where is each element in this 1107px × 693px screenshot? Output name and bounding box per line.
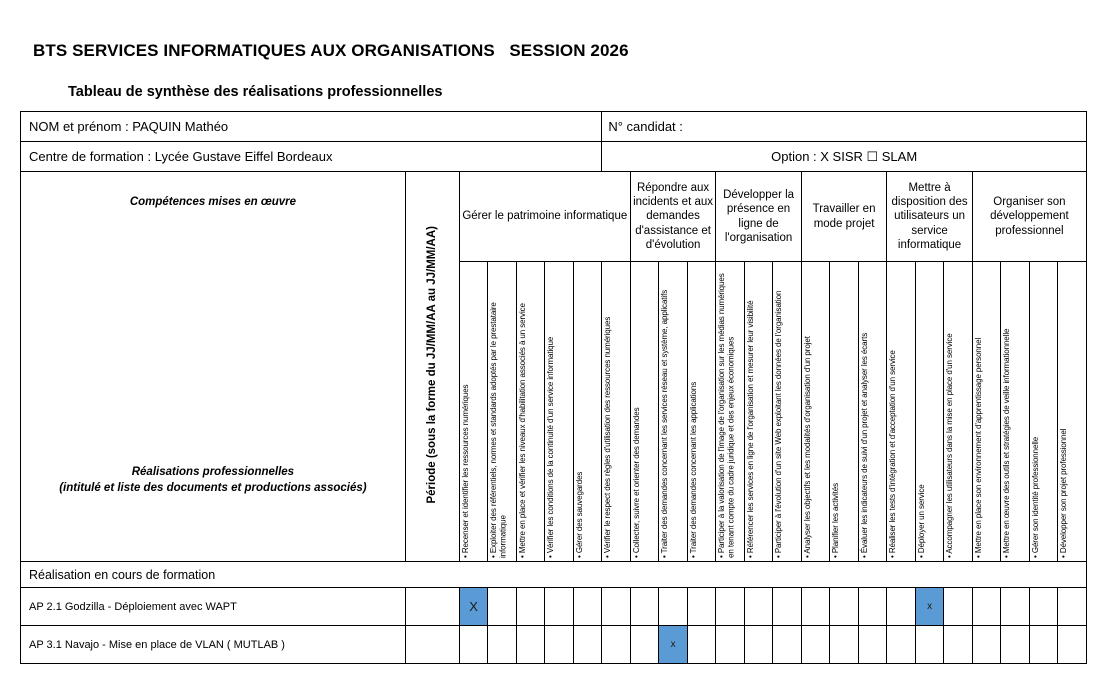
competence-label: • Recenser et identifier les ressources numériques	[460, 384, 470, 558]
competence-column-header	[1029, 262, 1058, 562]
competence-label: • Vérifier le respect des règles d'utilisation des ressources numériques	[603, 316, 613, 558]
competence-column-header	[545, 262, 574, 562]
competence-group-header: Développer la présence en ligne de l'organisation	[716, 172, 802, 262]
competence-mark-cell[interactable]	[801, 588, 830, 626]
competence-group-header: Mettre à disposition des utilisateurs un service informatique	[887, 172, 973, 262]
competence-mark-cell[interactable]	[972, 626, 1001, 664]
competence-group-header: Organiser son développement professionnel	[972, 172, 1086, 262]
synthesis-table	[20, 111, 1087, 664]
table-row[interactable]	[21, 588, 1087, 626]
competence-label: • Référencer les services en ligne de l'organisation et mesurer leur visibilité	[745, 300, 755, 558]
competence-label: • Gérer des sauvegardes	[574, 471, 584, 558]
competence-mark-cell[interactable]	[516, 626, 545, 664]
realisations-header-line2: (intitulé et liste des documents et productions associés)	[59, 481, 367, 494]
competence-mark-cell-checked[interactable]: x	[915, 588, 944, 626]
candidate-name-cell: NOM et prénom : PAQUIN Mathéo	[21, 112, 602, 142]
competence-mark-cell[interactable]	[1001, 626, 1030, 664]
competence-mark-cell[interactable]	[716, 626, 745, 664]
competence-column-header	[488, 262, 517, 562]
competence-mark-cell[interactable]	[887, 626, 916, 664]
competence-label: • Traiter des demandes concernant les applications	[688, 381, 698, 558]
identity-row-center	[21, 142, 1087, 172]
training-center-cell: Centre de formation : Lycée Gustave Eiffel Bordeaux	[21, 142, 602, 172]
realisation-title-cell[interactable]: AP 2.1 Godzilla - Déploiement avec WAPT	[21, 588, 406, 626]
competence-mark-cell[interactable]	[944, 588, 973, 626]
competence-mark-cell[interactable]	[773, 588, 802, 626]
competence-label: • Participer à la valorisation de l'image de l'organisation sur les médias numériques en tenant compte du cadre juridique et des enjeux économiques	[717, 272, 736, 558]
competence-label: • Gérer son identité professionnelle	[1030, 436, 1040, 558]
competence-column-header	[687, 262, 716, 562]
candidate-number-cell: N° candidat :	[602, 112, 1087, 142]
realisation-title-cell[interactable]: AP 3.1 Navajo - Mise en place de VLAN ( MUTLAB )	[21, 626, 406, 664]
competence-mark-cell[interactable]	[1029, 626, 1058, 664]
competence-mark-cell[interactable]	[659, 588, 688, 626]
realisation-period-cell[interactable]	[405, 588, 459, 626]
competence-label: • Planifier les activités	[831, 482, 841, 558]
competence-label: • Participer à l'évolution d'un site Web exploitant les données de l'organisation	[774, 290, 784, 558]
competence-column-header	[602, 262, 631, 562]
competence-group-header: Gérer le patrimoine informatique	[459, 172, 630, 262]
competence-column-header	[972, 262, 1001, 562]
competence-mark-cell[interactable]	[830, 588, 859, 626]
competence-mark-cell[interactable]	[545, 588, 574, 626]
competence-column-header	[944, 262, 973, 562]
competence-mark-cell[interactable]	[1001, 588, 1030, 626]
competence-mark-cell[interactable]	[830, 626, 859, 664]
competence-mark-cell[interactable]	[573, 626, 602, 664]
competence-label: • Accompagner les utilisateurs dans la mise en place d'un service	[945, 332, 955, 558]
competence-mark-cell[interactable]	[488, 626, 517, 664]
period-header-label: Période (sous la forme du JJ/MM/AA au JJ/MM/AA)	[425, 225, 438, 504]
competence-mark-cell[interactable]	[716, 588, 745, 626]
competence-mark-cell[interactable]	[630, 588, 659, 626]
competence-mark-cell[interactable]	[630, 626, 659, 664]
competence-mark-cell[interactable]	[915, 626, 944, 664]
competence-mark-cell[interactable]	[944, 626, 973, 664]
competence-mark-cell[interactable]	[773, 626, 802, 664]
competence-mark-cell[interactable]	[858, 588, 887, 626]
realisations-header-label	[21, 465, 405, 496]
competence-mark-cell-checked[interactable]: x	[659, 626, 688, 664]
competence-label: • Déployer un service	[916, 483, 926, 558]
competence-mark-cell[interactable]	[602, 626, 631, 664]
option-cell: Option : X SISR ☐ SLAM	[602, 142, 1087, 172]
competences-header-label: Compétences mises en œuvre	[129, 196, 296, 208]
competence-column-header	[716, 262, 745, 562]
competence-mark-cell[interactable]	[545, 626, 574, 664]
left-header-cell	[21, 172, 406, 562]
competence-column-header	[630, 262, 659, 562]
competence-label: • Mettre en place son environnement d'apprentissage personnel	[973, 337, 983, 558]
competence-mark-cell[interactable]	[972, 588, 1001, 626]
page-title: BTS SERVICES INFORMATIQUES AUX ORGANISATIONS SESSION 2026	[33, 41, 629, 60]
competence-column-header	[659, 262, 688, 562]
competence-mark-cell[interactable]	[1058, 626, 1087, 664]
competence-label: • Évaluer les indicateurs de suivi d'un projet et analyser les écarts	[859, 332, 869, 558]
competence-mark-cell[interactable]	[687, 626, 716, 664]
section-header-label: Réalisation en cours de formation	[21, 562, 1087, 588]
competence-label: • Développer son projet professionnel	[1059, 428, 1069, 558]
realisation-period-cell[interactable]	[405, 626, 459, 664]
competence-mark-cell[interactable]	[1058, 588, 1087, 626]
competence-column-header	[459, 262, 488, 562]
competence-column-header	[773, 262, 802, 562]
competence-mark-cell[interactable]	[516, 588, 545, 626]
realisations-header-line1: Réalisations professionnelles	[131, 466, 295, 478]
competence-column-header	[915, 262, 944, 562]
competence-mark-cell[interactable]	[687, 588, 716, 626]
competence-column-header	[1058, 262, 1087, 562]
competence-mark-cell[interactable]	[459, 626, 488, 664]
competence-mark-cell[interactable]	[744, 588, 773, 626]
left-header-spacer	[21, 247, 405, 465]
competence-label: • Mettre en place et vérifier les niveaux d'habilitation associés à un service	[517, 302, 527, 558]
competence-column-header	[1001, 262, 1030, 562]
competence-column-header	[887, 262, 916, 562]
competence-mark-cell[interactable]	[801, 626, 830, 664]
competence-label: • Mettre en œuvre des outils et stratégies de veille informationnelle	[1002, 328, 1012, 558]
competence-mark-cell[interactable]	[1029, 588, 1058, 626]
competence-mark-cell[interactable]	[602, 588, 631, 626]
competence-column-header	[744, 262, 773, 562]
competence-mark-cell-checked[interactable]: X	[459, 588, 488, 626]
competence-label: • Réaliser les tests d'intégration et d'acceptation d'un service	[888, 349, 898, 558]
identity-row-name	[21, 112, 1087, 142]
competence-column-header	[801, 262, 830, 562]
competence-label: • Collecter, suivre et orienter des demandes	[631, 407, 641, 558]
competence-label: • Traiter des demandes concernant les services réseau et système, applicatifs	[660, 289, 670, 558]
competence-mark-cell[interactable]	[573, 588, 602, 626]
competence-label: • Exploiter des référentiels, normes et standards adoptés par le prestataire informatique	[489, 301, 508, 558]
competence-column-header	[858, 262, 887, 562]
competence-column-header	[516, 262, 545, 562]
competence-column-header	[830, 262, 859, 562]
competence-label: • Vérifier les conditions de la continuité d'un service informatique	[546, 336, 556, 558]
period-header-cell	[405, 172, 459, 562]
group-header-row	[21, 172, 1087, 262]
page-subtitle: Tableau de synthèse des réalisations professionnelles	[68, 84, 443, 100]
competence-mark-cell[interactable]	[488, 588, 517, 626]
competence-group-header: Travailler en mode projet	[801, 172, 887, 262]
section-header-row	[21, 562, 1087, 588]
competence-group-header: Répondre aux incidents et aux demandes d'assistance et d'évolution	[630, 172, 716, 262]
competence-label: • Analyser les objectifs et les modalités d'organisation d'un projet	[802, 335, 812, 558]
competence-mark-cell[interactable]	[744, 626, 773, 664]
competence-mark-cell[interactable]	[887, 588, 916, 626]
competence-column-header	[573, 262, 602, 562]
competence-mark-cell[interactable]	[858, 626, 887, 664]
table-row[interactable]	[21, 626, 1087, 664]
